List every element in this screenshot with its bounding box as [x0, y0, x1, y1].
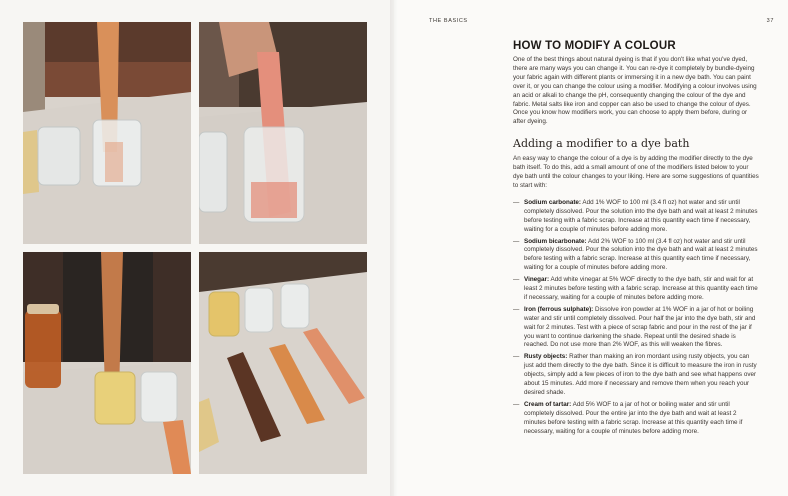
list-term: Sodium carbonate:	[524, 198, 582, 206]
section-intro-paragraph: One of the best things about natural dyeing is that if you don't like what you've dyed, there are many ways you can change it. You can re-dye it completely by bundle-dyeing your fabric again with different plants or immersing it in a new dye bath. You can paint over it, or you can change the colour using a modifier. Modifying a colour involves using an acid or alkali to change the pH, consequently changing the colour of the dye and fabric. Metal salts like iron and copper can also be used to change the colour of dyes. Once you know how modifiers work, you can choose to apply them before, during or after dyeing.	[513, 56, 757, 126]
subsection-heading: Adding a modifier to a dye bath	[513, 137, 690, 151]
list-dash: —	[513, 400, 520, 408]
photo-dipping-fabric-clear-jar	[23, 22, 191, 244]
section-heading: HOW TO MODIFY A COLOUR	[513, 40, 676, 52]
list-text: Add 5% WOF to a jar of hot or boiling water and stir until completely dissolved. Pour the entire jar into the dye bath and wait at least 2 minutes before testing with a fabric scrap. Increase at this quantity each time if necessary, waiting for a couple of minutes before adding more.	[524, 400, 743, 435]
list-dash: —	[513, 237, 520, 245]
article-body	[513, 40, 759, 440]
list-text: Add 1% WOF to 100 ml (3.4 fl oz) hot water and stir until completely dissolved. Pour the solution into the dye bath and wait at least 2 minutes before testing with a fabric scrap. Increase at this quantity each time if necessary, waiting for a couple of minutes before adding more.	[524, 198, 758, 233]
photo-yellow-dye-jar	[23, 252, 191, 474]
list-item-iron	[513, 306, 759, 351]
photo-pink-dye-jar	[199, 22, 367, 244]
list-term: Cream of tartar:	[524, 400, 572, 408]
modifier-list	[513, 199, 759, 437]
running-head-section: THE BASICS	[429, 18, 468, 24]
list-item-vinegar	[513, 276, 759, 303]
list-item-sodium-carbonate	[513, 199, 759, 235]
list-text: Add white vinegar at 5% WOF directly to the dye bath, stir and wait for at least 2 minutes before testing with a fabric scrap. Increase at this quantity each time if necessary, waiting for a couple of minutes before adding more.	[524, 276, 758, 301]
list-item-rusty-objects	[513, 353, 759, 398]
list-dash: —	[513, 198, 520, 206]
list-term: Iron (ferrous sulphate):	[524, 305, 594, 313]
page-number: 37	[766, 18, 774, 24]
list-term: Rusty objects:	[524, 353, 568, 361]
photo-dyed-fabric-strips	[199, 252, 367, 474]
list-dash: —	[513, 353, 520, 361]
list-dash: —	[513, 276, 520, 284]
list-item-cream-of-tartar	[513, 401, 759, 437]
list-item-sodium-bicarbonate	[513, 238, 759, 274]
list-term: Sodium bicarbonate:	[524, 237, 587, 245]
subsection-intro-paragraph: An easy way to change the colour of a dye is by adding the modifier directly to the dye bath itself. To do this, add a small amount of one of the modifiers listed below to your dye bath until the colour changes to your liking. Here are some suggestions of quantities to start with:	[513, 155, 759, 189]
list-text: Rather than making an iron mordant using rusty objects, you can just add them directly to the dye bath. Since it is difficult to measure the iron in rusty objects, simply add a few pieces of iron to the dye bath and see what happens over about 15 minutes. Add more if necessary and remove them when you reach your desired shade.	[524, 353, 757, 396]
list-term: Vinegar:	[524, 276, 550, 284]
book-gutter-shadow	[390, 0, 398, 496]
list-dash: —	[513, 305, 520, 313]
list-text: Add 2% WOF to 100 ml (3.4 fl oz) hot water and stir until completely dissolved. Pour the solution into the dye bath and wait at least 2 minutes before testing with a fabric scrap. Increase at this quantity each time if necessary, waiting for a couple of minutes before adding more.	[524, 237, 758, 272]
list-text: Dissolve iron powder at 1% WOF in a jar of hot or boiling water and stir until completely dissolved. Pour half the jar into the dye bath, stir and wait for 2 minutes. Test with a piece of scrap fabric and pour in the rest of the jar if you want to continue darkening the shade. Repeat until the desired shade is reached. Do not use more than 2% WOF, as this will weaken the fibres.	[524, 305, 756, 349]
